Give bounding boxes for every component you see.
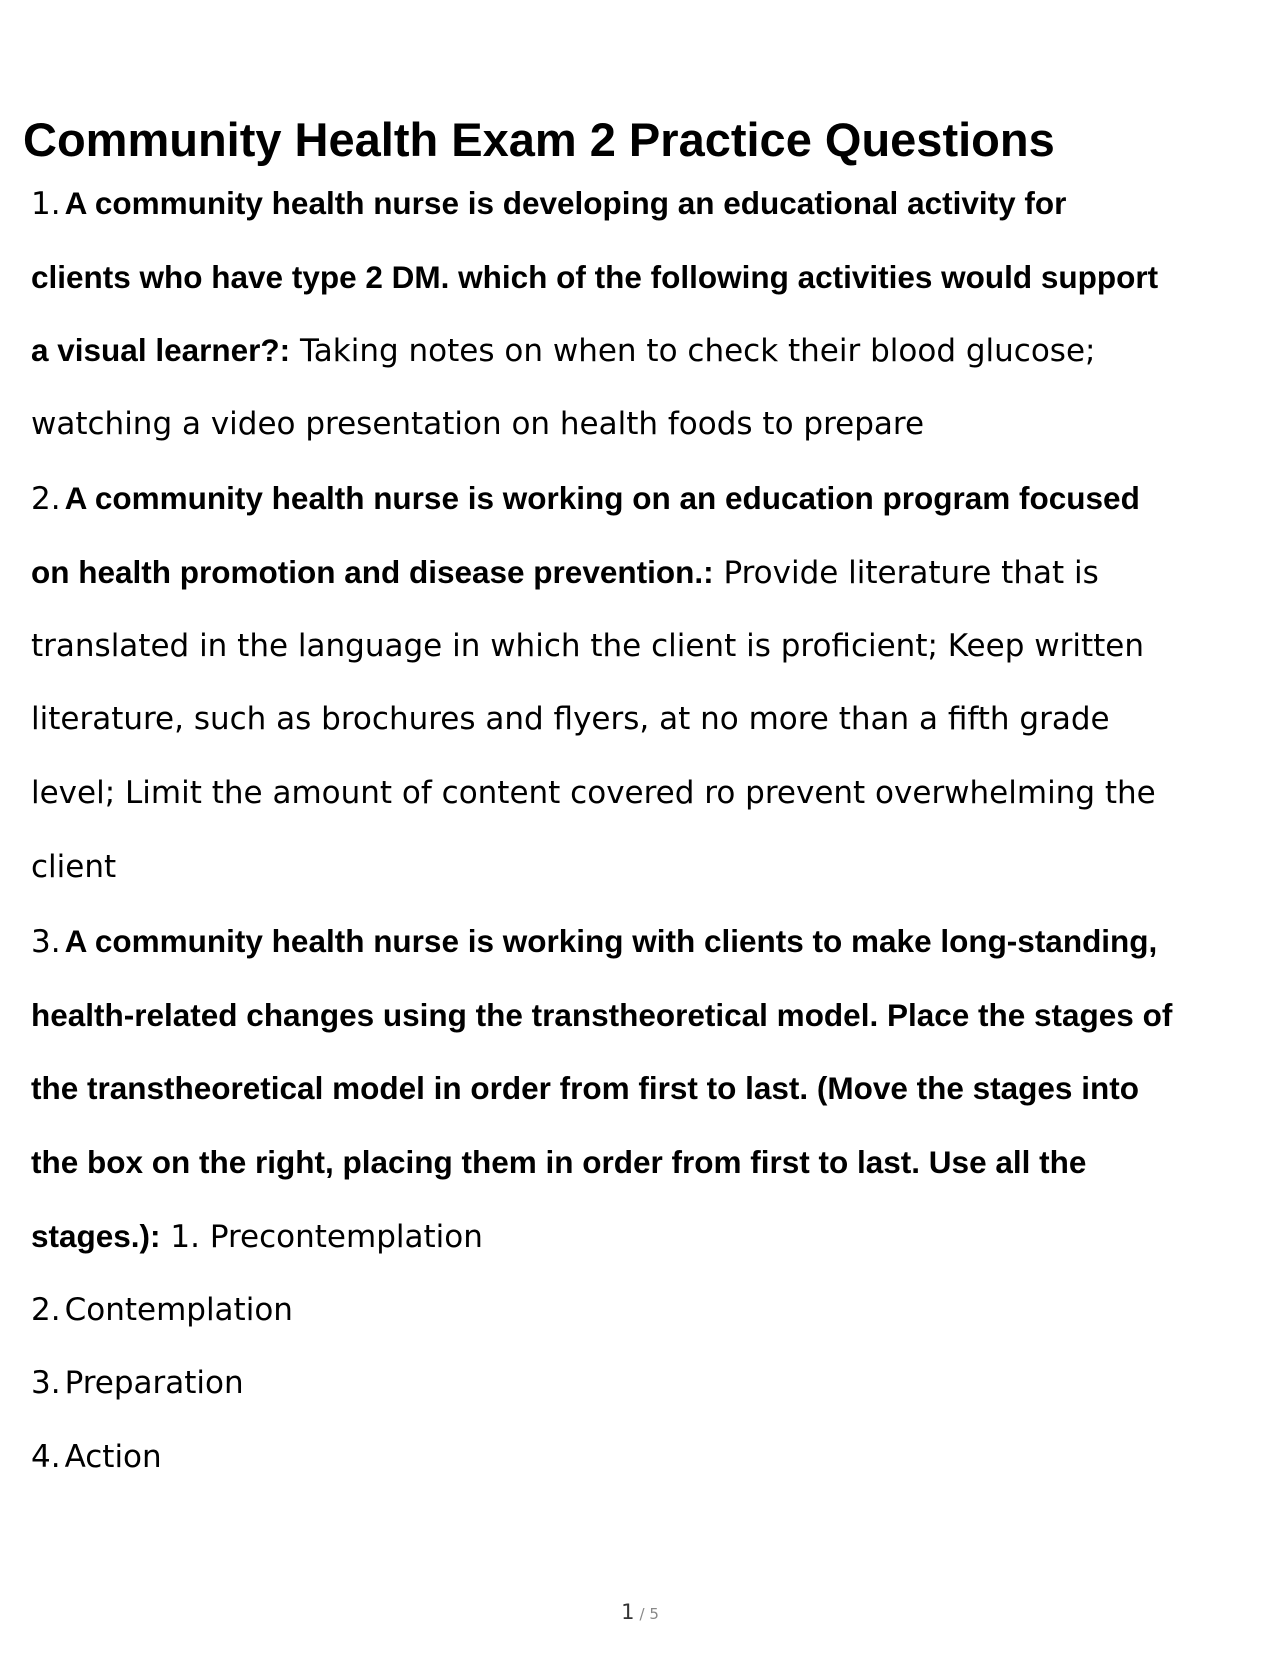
question-text: a visual learner?: (31, 332, 291, 368)
stage-number: 2. (31, 1292, 61, 1328)
question-1-line-3 (31, 330, 1095, 370)
question-3-line-3 (31, 1068, 1139, 1108)
question-3-line-2 (31, 995, 1172, 1035)
current-page-number: 1 (621, 1600, 635, 1624)
answer-text: Provide literature that is (723, 555, 1099, 591)
question-3-line-4 (31, 1142, 1086, 1182)
question-number: 2. (31, 481, 61, 517)
question-1-line-2 (31, 257, 1158, 297)
stage-item (31, 1290, 293, 1330)
stage-label: Action (64, 1439, 162, 1475)
answer-text: 1. Precontemplation (170, 1219, 483, 1255)
answer-text: level; Limit the amount of content covered ro prevent overwhelming the (31, 775, 1156, 811)
question-text: clients who have type 2 DM. which of the following activities would support (31, 259, 1159, 295)
stage-label: Preparation (64, 1365, 244, 1401)
question-2-line-2 (31, 552, 1099, 592)
answer-text: Taking notes on when to check their blood glucose; (299, 333, 1096, 369)
question-2-line-4 (31, 699, 1110, 739)
question-number: 3. (31, 924, 61, 960)
question-2-line-3 (31, 626, 1144, 666)
stage-label: Contemplation (64, 1292, 293, 1328)
question-text: A community health nurse is developing an educational activity for (64, 185, 1067, 221)
question-number: 1. (31, 186, 61, 222)
page-indicator (0, 1600, 1280, 1624)
question-text: stages.): (31, 1218, 161, 1254)
question-text: the transtheoretical model in order from first to last. (Move the stages into (31, 1070, 1139, 1106)
total-pages: / 5 (639, 1605, 659, 1623)
question-text: A community health nurse is working with clients to make long-standing, (64, 923, 1158, 959)
answer-text: client (31, 849, 117, 885)
stage-item (31, 1437, 162, 1477)
question-1-line-1 (31, 183, 1066, 223)
stage-number: 3. (31, 1365, 61, 1401)
question-2-line-6 (31, 847, 116, 887)
question-text: health-related changes using the transtheoretical model. Place the stages of (31, 997, 1173, 1033)
answer-text: literature, such as brochures and flyers, at no more than a fifth grade (31, 701, 1110, 737)
answer-text: translated in the language in which the client is proficient; Keep written (31, 628, 1144, 664)
question-2-line-1 (31, 478, 1140, 518)
question-1-line-4 (31, 404, 924, 444)
question-text: the box on the right, placing them in order from first to last. Use all the (31, 1144, 1087, 1180)
document-title: Community Health Exam 2 Practice Questions (23, 113, 1055, 166)
question-3-line-1 (31, 921, 1157, 961)
stage-number: 4. (31, 1439, 61, 1475)
answer-text: watching a video presentation on health foods to prepare (31, 406, 925, 442)
stage-item (31, 1363, 244, 1403)
question-text: on health promotion and disease prevention.: (31, 554, 714, 590)
question-text: A community health nurse is working on an education program focused (64, 480, 1140, 516)
question-2-line-5 (31, 773, 1156, 813)
question-3-line-5 (31, 1216, 483, 1256)
